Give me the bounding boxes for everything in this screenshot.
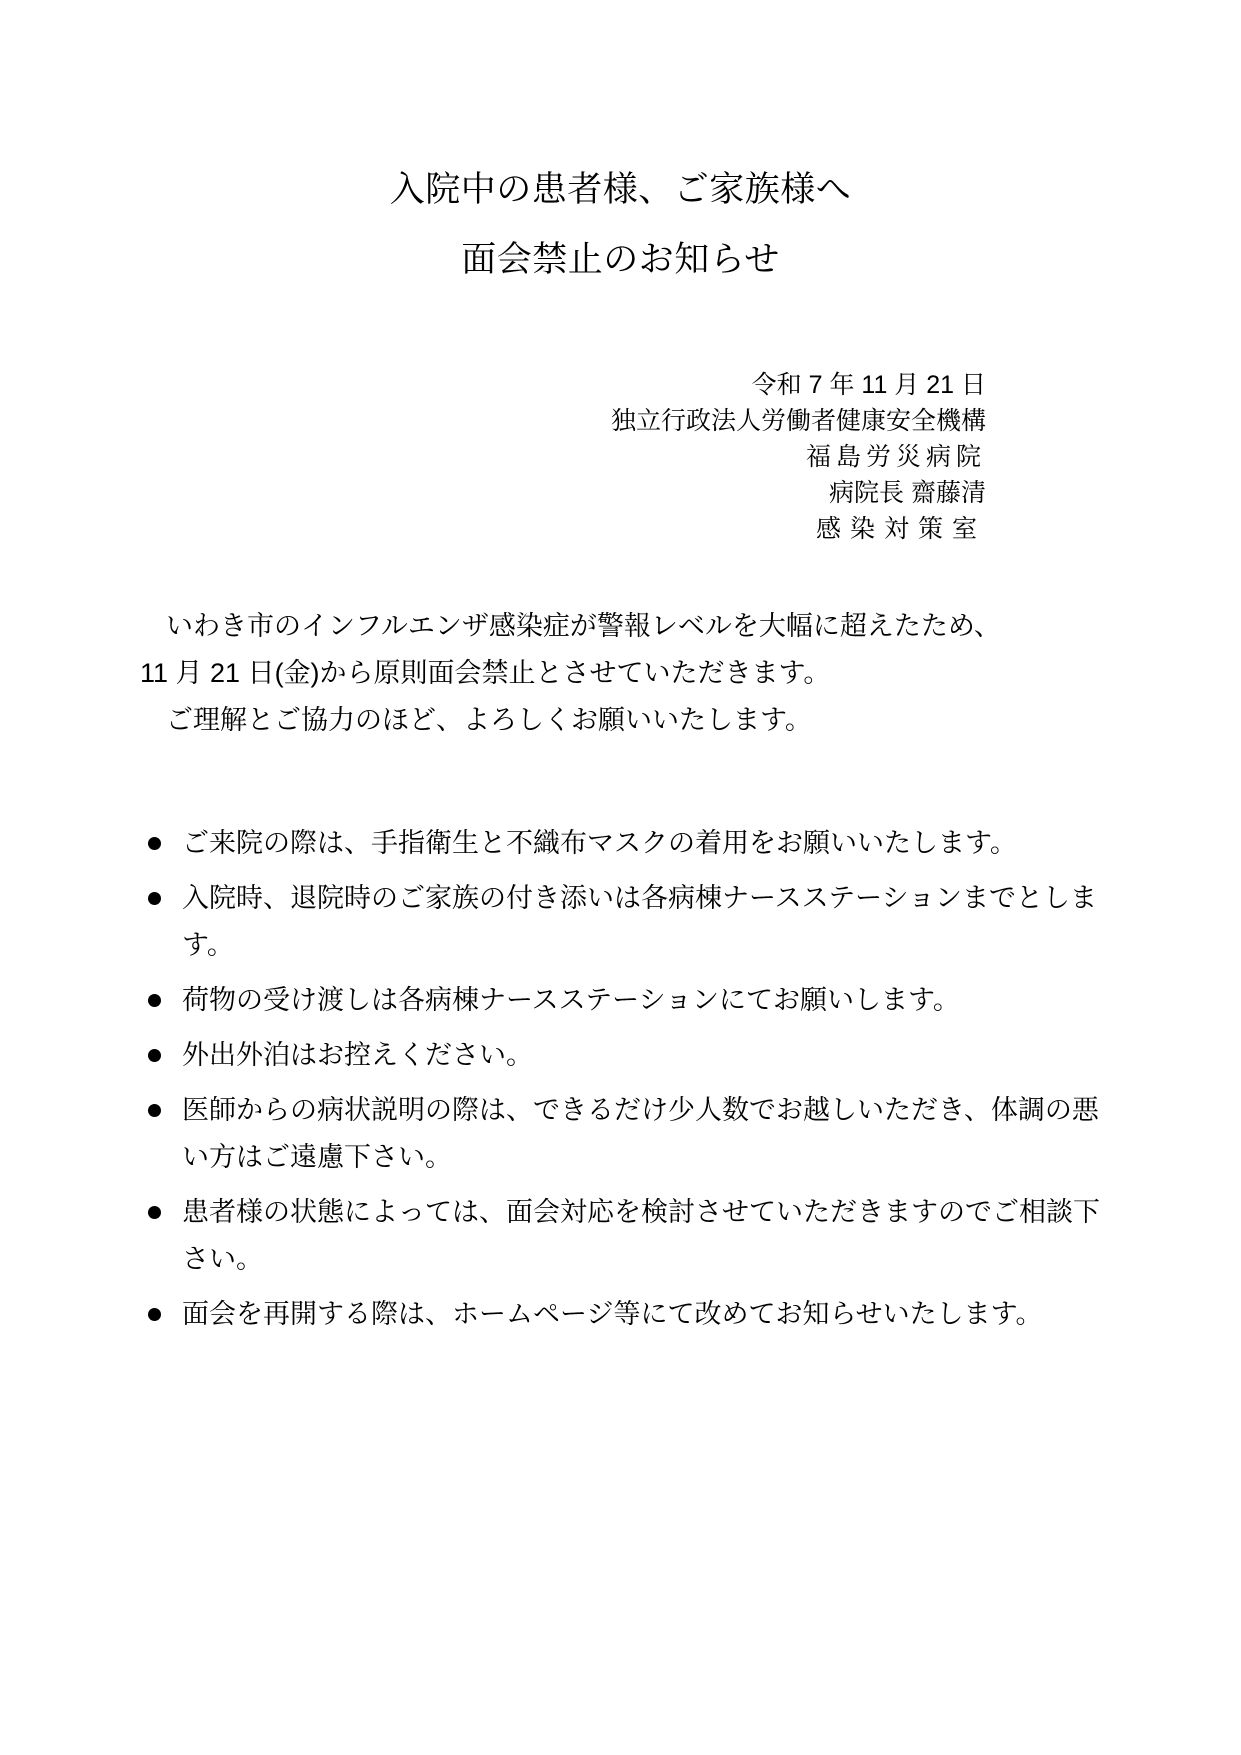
list-item <box>148 875 1121 969</box>
body-line-3: ご理解とご協力のほど、よろしくお願いいたします。 <box>166 705 812 735</box>
list-item-label: 患者様の状態によっては、面会対応を検討させていただきますのでご相談下さい。 <box>182 1197 1100 1274</box>
issue-date: 令和 7 年 11 月 21 日 <box>751 371 986 399</box>
list-item <box>148 977 1121 1024</box>
list-item-label: 面会を再開する際は、ホームページ等にて改めてお知らせいたします。 <box>182 1299 1043 1329</box>
list-item-label: 医師からの病状説明の際は、できるだけ少人数でお越しいただき、体調の悪い方はご遠慮下さい。 <box>182 1095 1099 1172</box>
organization-name: 独立行政法人労働者健康安全機構 <box>610 407 986 435</box>
hospital-director: 病院長 齋藤清 <box>829 479 986 507</box>
list-item <box>148 1291 1121 1338</box>
body-line-2: 11 月 21 日(金)から原則面会禁止とさせていただきます。 <box>140 658 831 688</box>
bullet-icon <box>148 875 182 922</box>
bullet-icon <box>148 1291 182 1338</box>
list-item <box>148 1087 1121 1181</box>
list-item-label: 荷物の受け渡しは各病棟ナースステーションにてお願いします。 <box>182 985 960 1015</box>
title-block <box>0 155 1241 295</box>
page-title-line-2: 面会禁止のお知らせ <box>461 240 780 279</box>
guidelines-list <box>148 820 1121 1338</box>
document-meta-block <box>0 367 986 547</box>
body-line-1: いわき市のインフルエンザ感染症が警報レベルを大幅に超えたため、 <box>166 611 1001 641</box>
bullet-icon <box>148 820 182 867</box>
list-item <box>148 820 1121 867</box>
body-paragraph <box>140 603 1111 744</box>
list-item <box>148 1189 1121 1283</box>
list-item-label: ご来院の際は、手指衛生と不織布マスクの着用をお願いいたします。 <box>182 828 1017 858</box>
bullet-icon <box>148 1087 182 1134</box>
list-item-label: 入院時、退院時のご家族の付き添いは各病棟ナースステーションまでとします。 <box>182 883 1098 960</box>
bullet-icon <box>148 977 182 1024</box>
list-item-label: 外出外泊はお控えください。 <box>182 1040 533 1070</box>
bullet-icon <box>148 1032 182 1079</box>
page-title-line-1: 入院中の患者様、ご家族様へ <box>389 170 852 209</box>
infection-control-office: 感染対策室 <box>815 515 986 543</box>
list-item <box>148 1032 1121 1079</box>
hospital-name: 福島労災病院 <box>805 443 986 471</box>
bullet-icon <box>148 1189 182 1236</box>
